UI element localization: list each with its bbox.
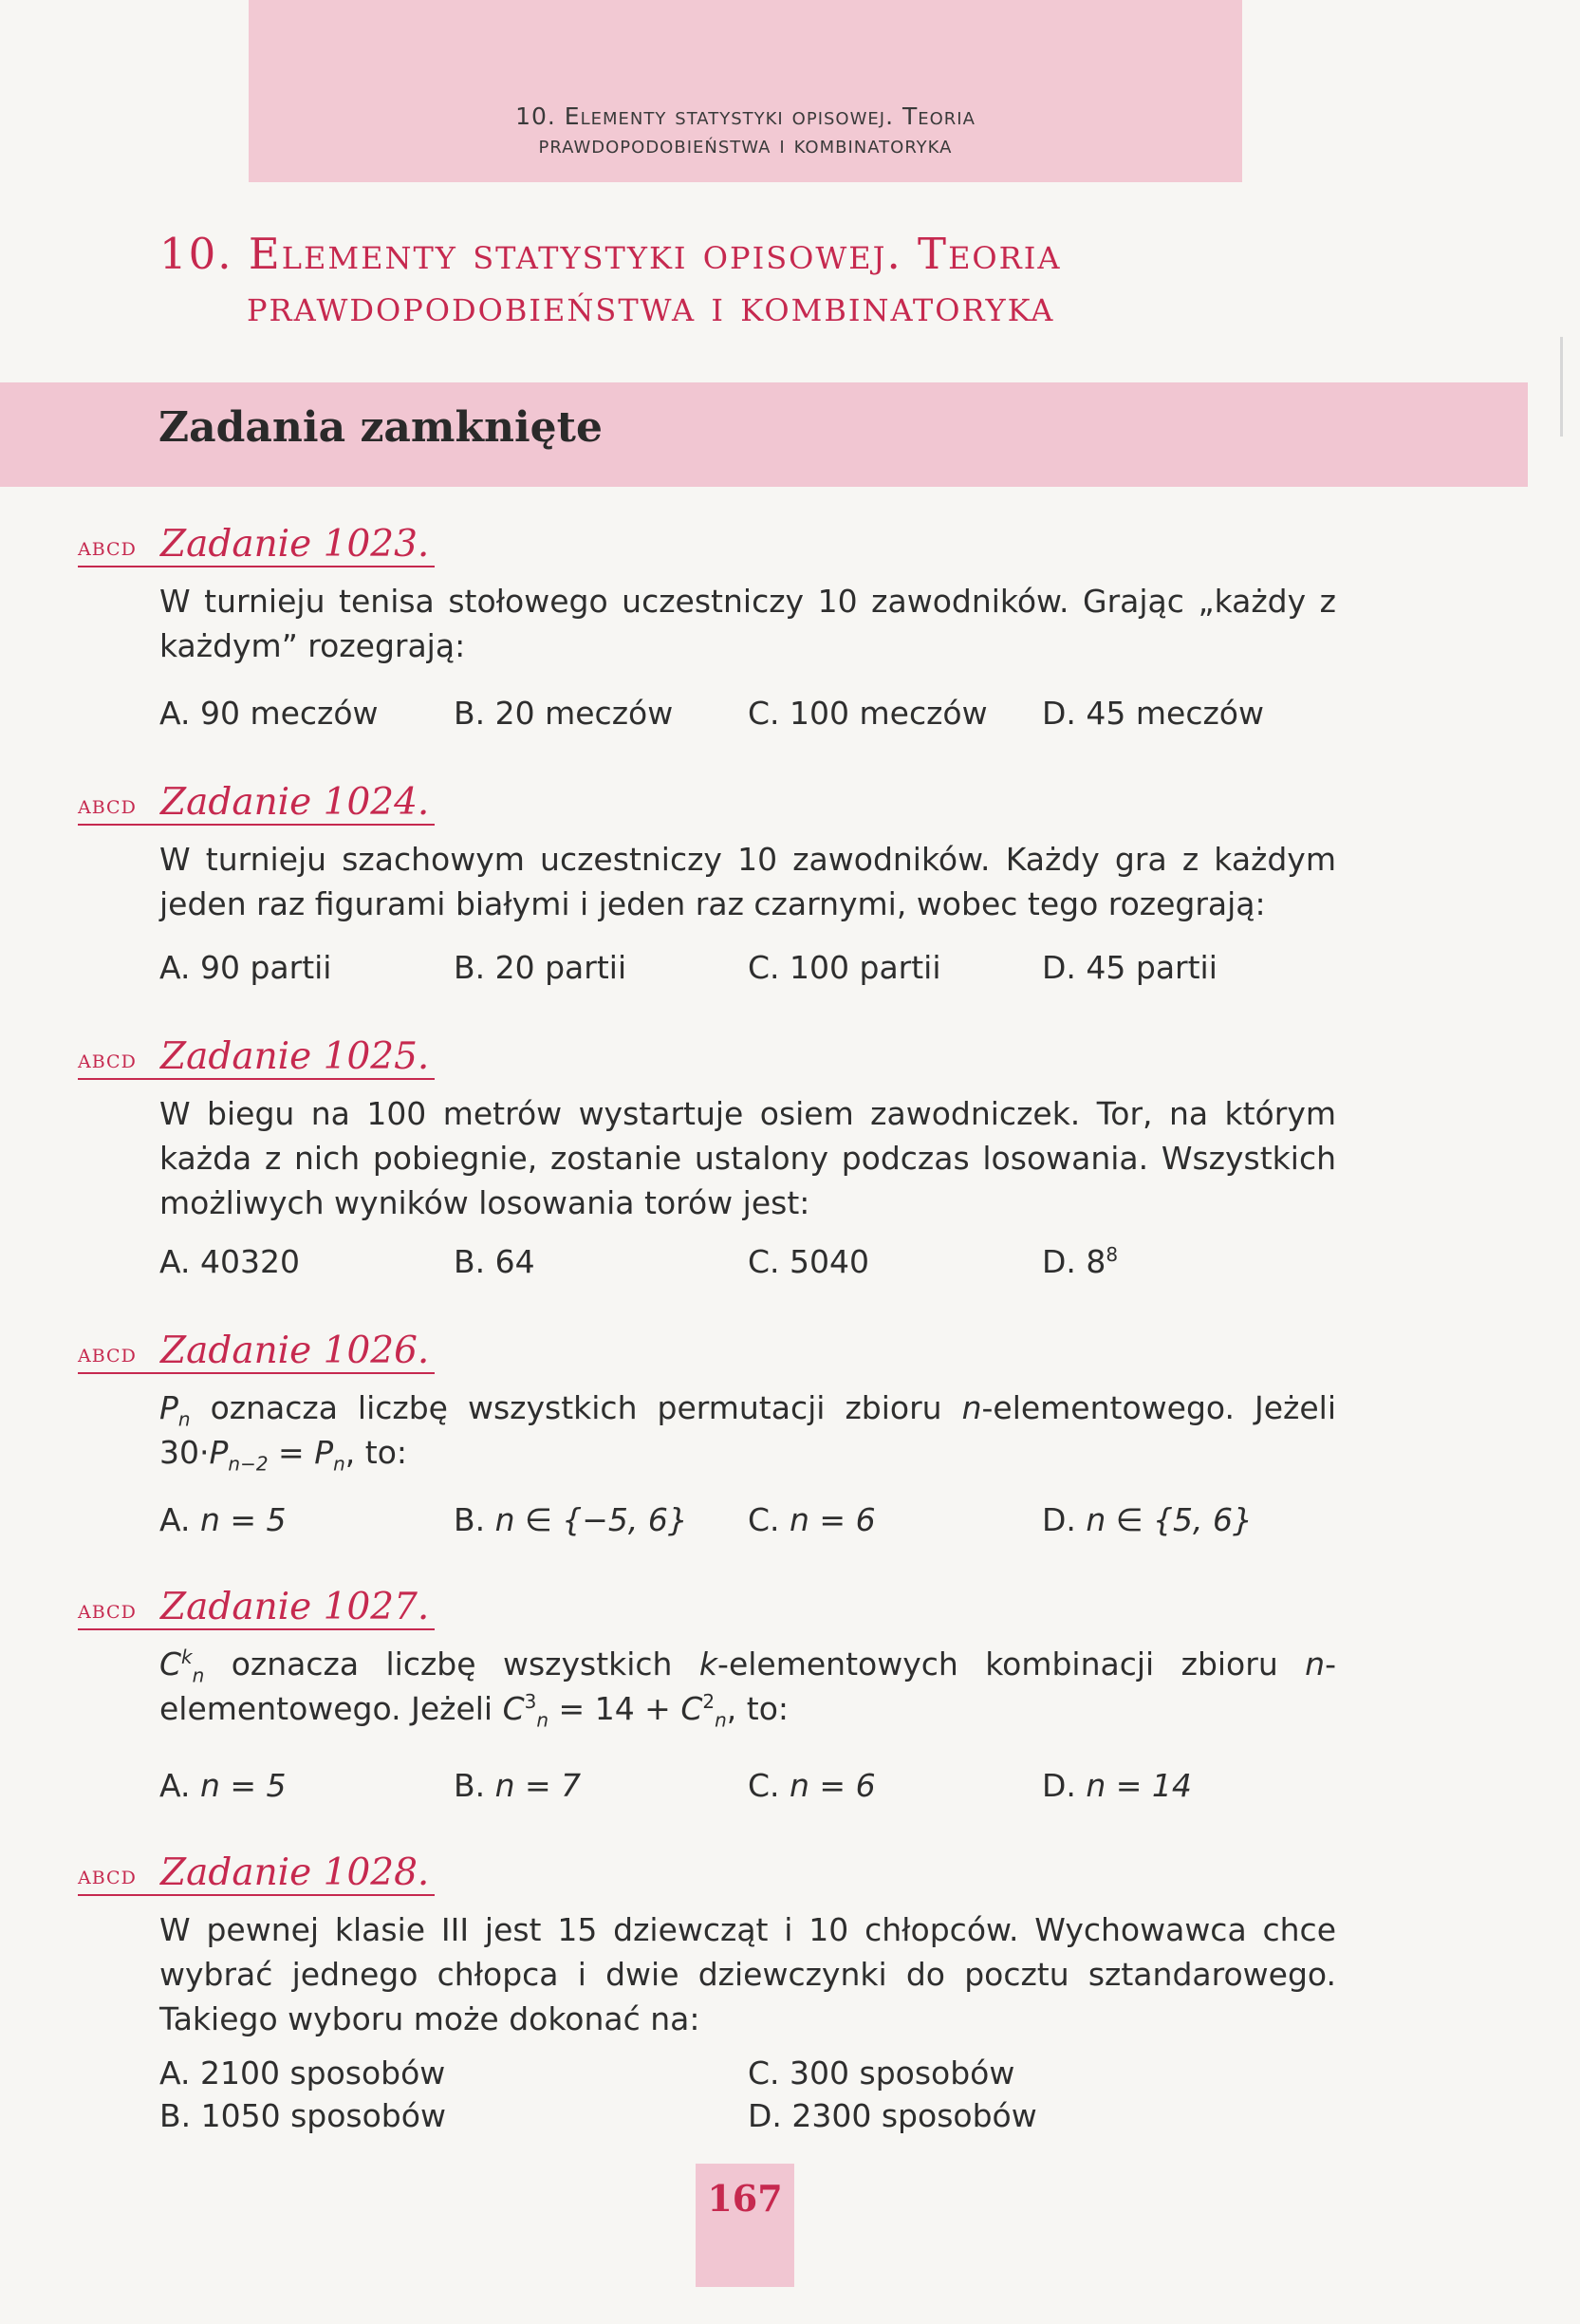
task-label: Zadanie 1025. (160, 1035, 430, 1078)
answer-b-1026: B. n ∈ {−5, 6} (454, 1501, 688, 1538)
answer-d-1025: D. $8^8$ (1042, 1243, 1119, 1280)
task-label: Zadanie 1027. (160, 1586, 430, 1628)
task-heading-1025 (78, 1025, 435, 1080)
answer-b-1023: B. 20 meczów (454, 695, 674, 732)
answer-a-1028: A. 2100 sposobów (159, 2054, 446, 2092)
answer-c-1028: C. 300 sposobów (748, 2054, 1015, 2092)
answer-a-1026: A. n = 5 (159, 1501, 287, 1538)
chapter-title-line-2: prawdopodobieństwa i kombinatoryka (247, 281, 1055, 331)
task-text-1023: W turnieju tenisa stołowego uczestniczy 10 zawodników. Grając „każdy z każdym” rozegrają: (159, 583, 1336, 664)
running-header (249, 0, 1242, 182)
abcd-tag: ABCD (78, 1051, 137, 1072)
exponent: 8 (1106, 1243, 1119, 1266)
task-text-1025: W biegu na 100 metrów wystartuje osiem zawodniczek. Tor, na którym każda z nich pobiegnie, zostanie ustalony podczas losowania. Wszystkich możliwych wyników losowania torów jest: (159, 1095, 1336, 1221)
answer-c-1026: C. n = 6 (748, 1501, 876, 1538)
answer-c-1025: C. 5040 (748, 1243, 870, 1280)
answer-a-1024: A. 90 partii (159, 949, 332, 986)
task-label: Zadanie 1023. (160, 523, 430, 566)
task-text-1026: $P_n$ oznacza liczbę wszystkich permutacji zbioru n-elementowego. Jeżeli $30\cdot P_{n-2} = P_n$, to: (159, 1389, 1336, 1476)
abcd-tag: ABCD (78, 539, 137, 560)
task-text-1024: W turnieju szachowym uczestniczy 10 zawodników. Każdy gra z każdym jeden raz figurami białymi i jeden raz czarnymi, wobec tego rozegrają: (159, 841, 1336, 922)
chapter-title-line-1: 10. Elementy statystyki opisowej. Teoria (159, 229, 1062, 279)
answer-d-1026: D. n ∈ {5, 6} (1042, 1501, 1253, 1538)
answer-d-1024: D. 45 partii (1042, 949, 1218, 986)
abcd-tag: ABCD (78, 1868, 137, 1888)
task-text-1027: $C^k_n$ oznacza liczbę wszystkich k-elementowych kombinacji zbioru n-elementowego. Jeżeli $C^3_n = 14 + C^2_n$, to: (159, 1645, 1336, 1732)
running-header-line-1: 10. Elementy statystyki opisowej. Teoria (515, 102, 976, 130)
answer-d-1023: D. 45 meczów (1042, 695, 1264, 732)
task-heading-1028 (78, 1841, 435, 1896)
answer-b-1024: B. 20 partii (454, 949, 627, 986)
task-heading-1024 (78, 771, 435, 826)
answer-a-1027: A. n = 5 (159, 1767, 287, 1804)
answer-a-1025: A. 40320 (159, 1243, 300, 1280)
running-header-line-2: prawdopodobieństwa i kombinatoryka (538, 131, 953, 158)
section-title: Zadania zamknięte (158, 403, 603, 452)
task-label: Zadanie 1026. (160, 1329, 430, 1372)
answer-b-1028: B. 1050 sposobów (159, 2097, 446, 2134)
task-heading-1026 (78, 1319, 435, 1374)
task-heading-1027 (78, 1575, 435, 1630)
abcd-tag: ABCD (78, 797, 137, 818)
answer-c-1023: C. 100 meczów (748, 695, 988, 732)
task-heading-1023 (78, 512, 435, 567)
answer-c-1024: C. 100 partii (748, 949, 941, 986)
chapter-title (159, 228, 1412, 332)
answer-c-1027: C. n = 6 (748, 1767, 876, 1804)
scan-edge-mark (1560, 337, 1563, 437)
answer-a-1023: A. 90 meczów (159, 695, 379, 732)
abcd-tag: ABCD (78, 1346, 137, 1367)
answer-b-1025: B. 64 (454, 1243, 535, 1280)
task-text-1028: W pewnej klasie III jest 15 dziewcząt i 10 chłopców. Wychowawca chce wybrać jednego chłopca i dwie dziewczynki do pocztu sztandarowego. Takiego wyboru może dokonać na: (159, 1911, 1336, 2037)
answer-b-1027: B. n = 7 (454, 1767, 582, 1804)
abcd-tag: ABCD (78, 1602, 137, 1623)
answer-d-1027: D. n = 14 (1042, 1767, 1192, 1804)
page-number: 167 (696, 2164, 794, 2287)
task-label: Zadanie 1024. (160, 781, 430, 824)
task-label: Zadanie 1028. (160, 1851, 430, 1894)
answer-d-1028: D. 2300 sposobów (748, 2097, 1037, 2134)
